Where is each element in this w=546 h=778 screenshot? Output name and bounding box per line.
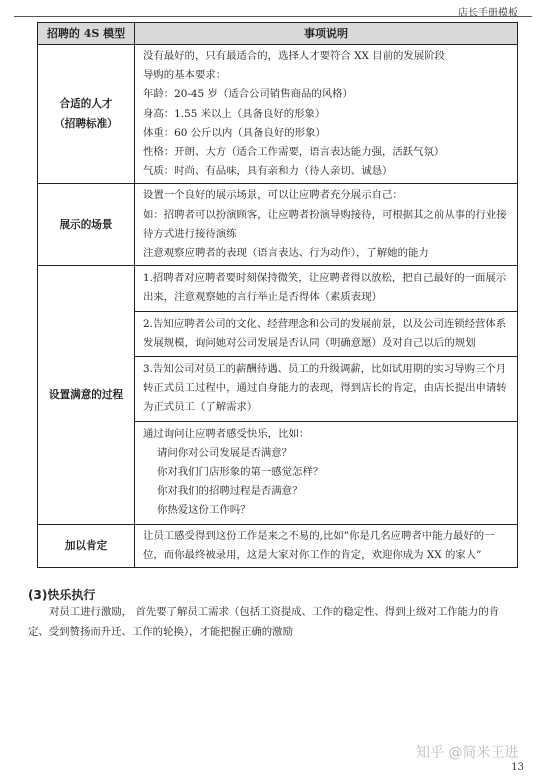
paragraph-line: 对员工进行激励， 首先要了解员工需求（包括工资提成、工作的稳定性、得到上级对工作能力的肯 <box>49 606 500 618</box>
text-line: 3.告知公司对员工的薪酬待遇、员工的升级调薪，比如试用期的实习导购三个月 <box>143 363 507 376</box>
header-tag: 店长手册模板 <box>458 8 518 19</box>
row-content-scene <box>135 184 518 266</box>
text-line: 性格：开朗、大方（适合工作需要，语言表达能力强，活跃气氛） <box>143 146 445 159</box>
text-line: 设置一个良好的展示场景，可以让应聘者充分展示自己： <box>143 189 403 202</box>
row-label-talent <box>38 45 135 184</box>
process-step-3 <box>135 357 517 422</box>
text-line: 身高：1.55 米以上（具备良好的形象） <box>143 107 326 120</box>
text-line: 体重：60 公斤以内（具备良好的形象） <box>143 126 326 139</box>
process-step-4 <box>135 421 517 524</box>
header-rule <box>14 16 532 17</box>
text-line: 为正式员工（了解需求） <box>143 401 258 414</box>
text-line: 位，而你最终被录用，这是大家对你工作的肯定，欢迎你成为 XX 的家人” <box>143 548 482 561</box>
process-subtable <box>135 266 517 523</box>
text-line: 通过询问让应聘者感受快乐，比如： <box>143 427 310 440</box>
text-line: 待方式进行接待演练 <box>143 227 237 240</box>
row-label-talent-line1: 合适的人才 <box>59 98 113 111</box>
table-header-row <box>38 23 518 45</box>
recruitment-4s-table <box>37 22 518 568</box>
page-number: 13 <box>511 762 524 773</box>
row-label-scene: 展示的场景 <box>38 184 135 266</box>
question-line: 请问你对公司发展是否满意？ <box>157 446 293 459</box>
text-line: 转正式员工过程中，通过自身能力的表现，得到店长的肯定，由店长提出申请转 <box>143 382 507 395</box>
row-label-talent-line2: （招聘标准） <box>54 118 118 131</box>
question-line: 你热爱这份工作吗？ <box>157 504 251 517</box>
text-line: 如：招聘者可以扮演顾客，让应聘者扮演导购接待，可根据其之前从事的行业接 <box>143 208 507 221</box>
text-line: 出来，注意观察她的言行举止是否得体（素质表现） <box>143 291 382 304</box>
row-content-affirm <box>135 524 518 567</box>
table-row-affirm <box>38 524 518 567</box>
text-line: 年龄：20-45 岁（适合公司销售商品的风格） <box>143 88 353 101</box>
row-label-process: 设置满意的过程 <box>38 266 135 524</box>
col-header-desc: 事项说明 <box>135 23 518 45</box>
table-row-process <box>38 266 518 524</box>
table-row-talent <box>38 45 518 184</box>
question-line: 你对我们的招聘过程是否满意？ <box>157 485 303 498</box>
text-line: 发展规模，询问她对公司发展是否认同（明确意愿）及对自己以后的规划 <box>143 336 476 349</box>
text-line: 导购的基本要求： <box>143 69 227 82</box>
watermark: 知乎 @简米王进 <box>416 745 519 761</box>
row-label-affirm: 加以肯定 <box>38 524 135 567</box>
text-line: 2.告知应聘者公司的文化、经营理念和公司的发展前景，以及公司连锁经营体系 <box>143 317 507 330</box>
process-step-1 <box>135 266 517 311</box>
row-content-talent <box>135 45 518 184</box>
section-paragraph <box>28 602 524 642</box>
row-content-process <box>135 266 518 524</box>
section-title: (3)快乐执行 <box>28 588 96 602</box>
table-row-scene <box>38 184 518 266</box>
question-line: 你对我们门店形象的第一感觉怎样？ <box>157 466 324 479</box>
text-line: 没有最好的，只有最适合的，选择人才要符合 XX 目前的发展阶段 <box>143 50 445 62</box>
text-line: 1.招聘者对应聘者要时刻保持微笑，让应聘者得以放松，把自己最好的一面展示 <box>143 272 507 285</box>
paragraph-line: 定、受到赞扬而升迁、工作的轮换），才能把握正确的激励 <box>28 626 293 638</box>
text-line: 注意观察应聘者的表现（语言表达、行为动作），了解她的能力 <box>143 247 429 260</box>
text-line: 让员工感受得到这份工作是来之不易的,比如”你是几名应聘者中能力最好的一 <box>143 529 495 542</box>
process-step-2 <box>135 311 517 356</box>
col-header-model: 招聘的 4S 模型 <box>38 23 135 45</box>
text-line: 气质：时尚、有品味，具有亲和力（待人亲切、诚恳） <box>143 165 393 178</box>
